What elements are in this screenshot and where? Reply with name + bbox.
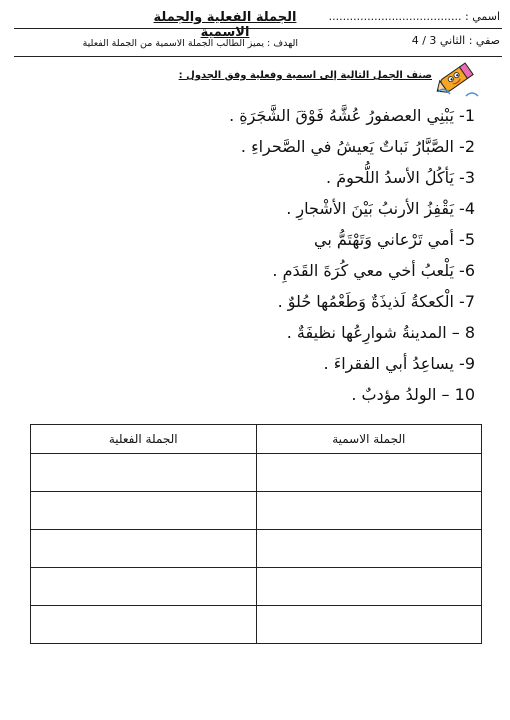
sentence-item: 2- الصَّبَّارُ نَباتٌ يَعيشُ في الصَّحراءِ . <box>240 137 475 156</box>
verbal-sentence-header: الجملة الفعلية <box>31 425 257 454</box>
sentence-item: 6- يَلْعبُ أخي معي كُرَةَ القَدَمِ . <box>272 261 475 280</box>
student-name-line: اسمي : ...................................... <box>328 10 500 23</box>
header-divider-bottom <box>14 56 502 57</box>
table-row <box>31 454 482 492</box>
table-row <box>31 568 482 606</box>
instruction-text: صنف الجمل التالية إلى اسمية وفعلية وفق الجدول : <box>178 70 432 81</box>
verbal-answer-cell[interactable] <box>31 568 257 606</box>
nominal-answer-cell[interactable] <box>256 568 482 606</box>
sentence-item: 1- يَبْنِي العصفورُ عُشَّهُ فَوْقَ الشَّجَرَةِ . <box>229 106 475 125</box>
sentence-item: 3- يَأكُلُ الأسدُ اللُّحومَ . <box>326 168 475 187</box>
sentence-item: 7- الْكعكةُ لَذيذَةٌ وَطَعْمُها حُلوٌ . <box>277 292 475 311</box>
lesson-goal: الهدف : يميز الطالب الجملة الاسمية من الجملة الفعلية <box>82 38 298 49</box>
classification-table <box>30 424 482 644</box>
nominal-answer-cell[interactable] <box>256 530 482 568</box>
sentence-item: 4- يَقْفِزُ الأرنبُ بَيْنَ الأشْجارِ . <box>286 199 475 218</box>
sentence-item: 9- يساعِدُ أبي الفقراءَ . <box>323 354 475 373</box>
verbal-answer-cell[interactable] <box>31 454 257 492</box>
header-divider-top <box>14 28 502 29</box>
table-header-row <box>31 425 482 454</box>
verbal-answer-cell[interactable] <box>31 606 257 644</box>
pencil-mascot-icon <box>432 56 484 102</box>
verbal-answer-cell[interactable] <box>31 530 257 568</box>
nominal-answer-cell[interactable] <box>256 492 482 530</box>
verbal-answer-cell[interactable] <box>31 492 257 530</box>
sentence-item: 5- أمي تَرْعاني وَتَهْتَمُّ بي <box>314 230 475 249</box>
nominal-sentence-header: الجملة الاسمية <box>256 425 482 454</box>
worksheet-title: الجملة الفعلية والجملة الاسمية <box>153 10 297 40</box>
nominal-answer-cell[interactable] <box>256 454 482 492</box>
student-class-line: صفي : الثاني 3 / 4 <box>411 34 500 47</box>
sentence-item: 8 – المدينةُ شوارِعُها نظيفَةٌ . <box>286 323 475 342</box>
nominal-answer-cell[interactable] <box>256 606 482 644</box>
sentence-item: 10 – الولدُ مؤدبٌ . <box>351 385 475 404</box>
sentence-list <box>200 100 475 410</box>
table-row <box>31 492 482 530</box>
table-row <box>31 530 482 568</box>
table-row <box>31 606 482 644</box>
